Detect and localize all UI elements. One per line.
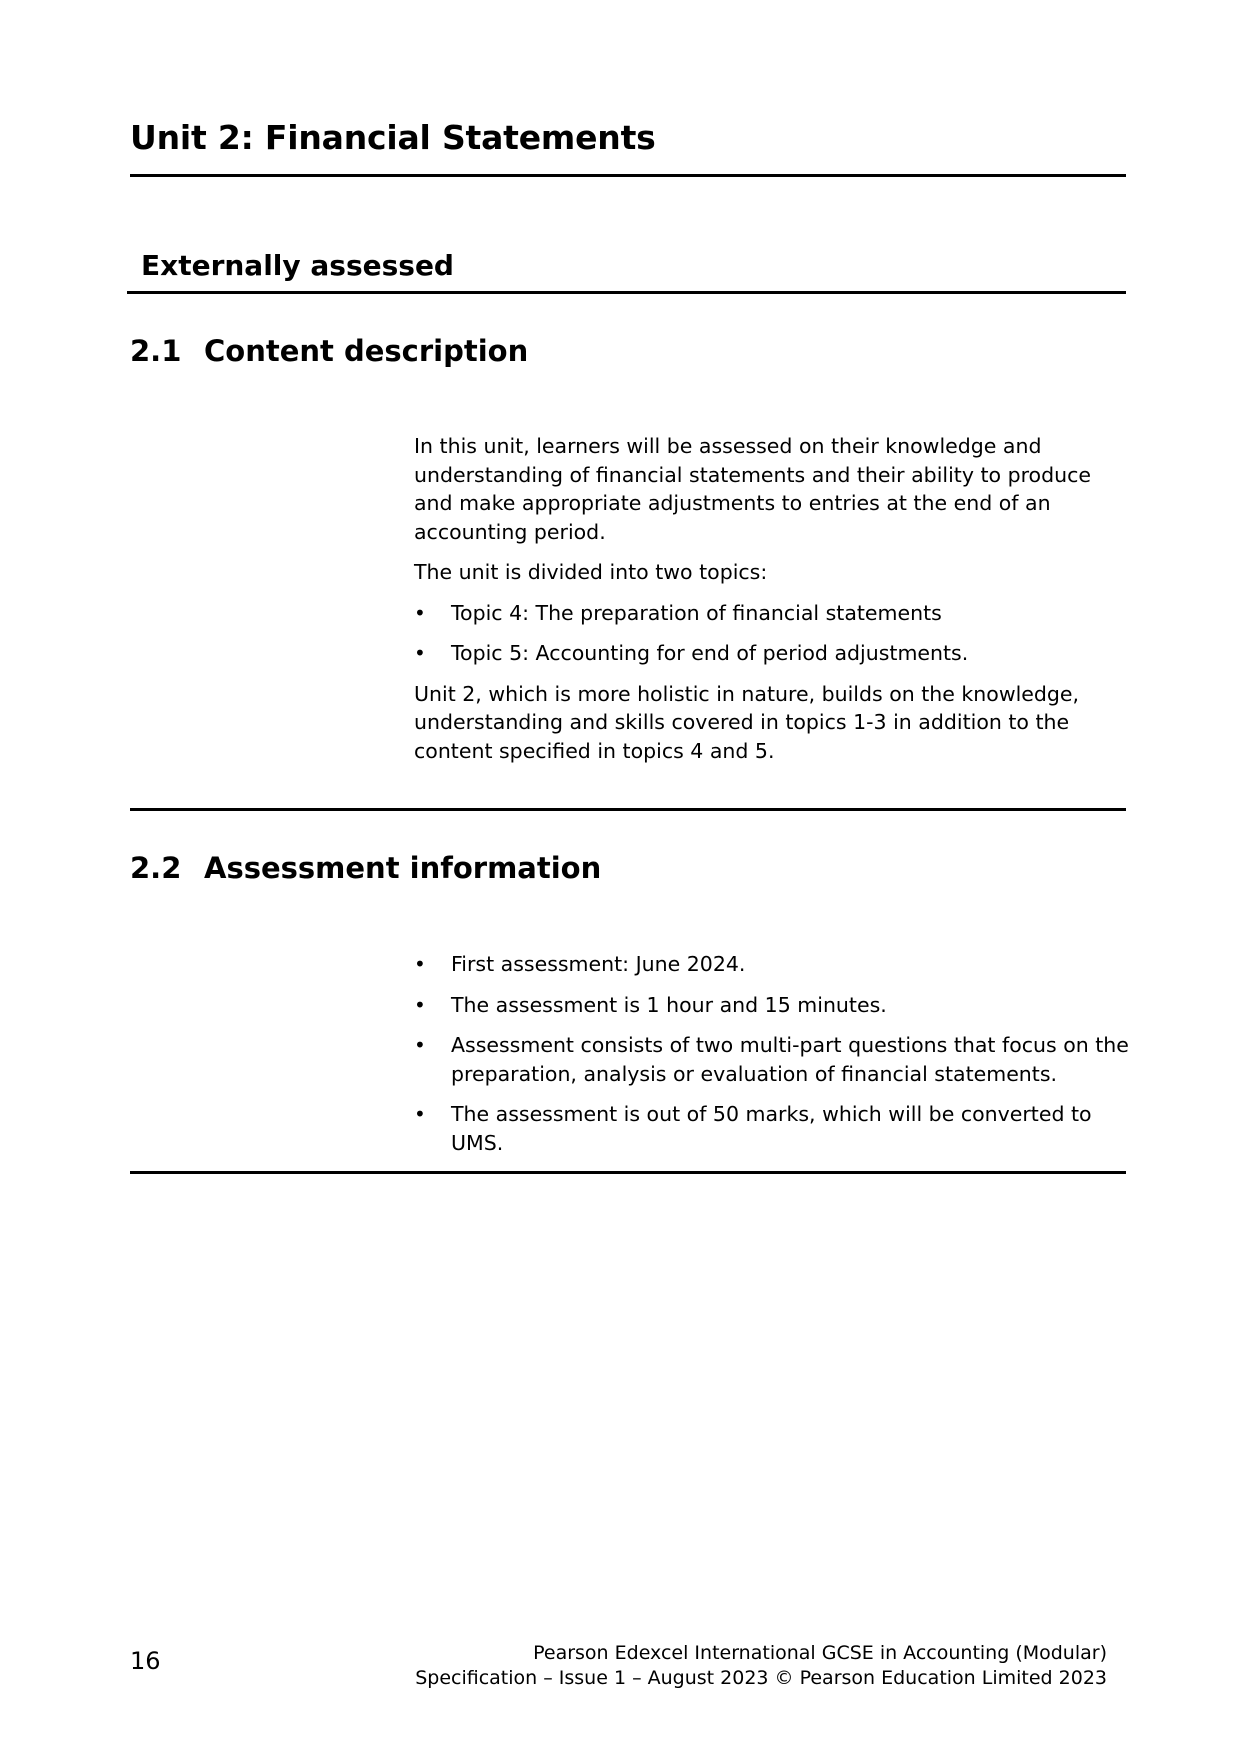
list-item-text: First assessment: June 2024. xyxy=(451,952,746,976)
closing-paragraph: Unit 2, which is more holistic in nature, builds on the knowledge, understanding and skills covered in topics 1-3 in addition to the content specified in topics 4 and 5. xyxy=(414,681,1080,763)
footer-line: Pearson Edexcel International GCSE in Accounting (Modular) xyxy=(533,1642,1107,1664)
list-item xyxy=(414,991,1130,1020)
bullet-icon: • xyxy=(414,1033,426,1057)
intro-paragraph: In this unit, learners will be assessed on their knowledge and understanding of financial statements and their ability to produce and make appropriate adjustments to entries at the end of an accounting period. xyxy=(414,434,1091,544)
section-heading-content xyxy=(0,334,1240,374)
list-item xyxy=(414,950,1130,979)
list-item-text: The assessment is out of 50 marks, which will be converted to UMS. xyxy=(451,1102,1092,1155)
section-title: Content description xyxy=(204,334,529,368)
list-item-text: Assessment consists of two multi-part questions that focus on the preparation, analysis or evaluation of financial statements. xyxy=(451,1033,1129,1086)
section-number: 2.2 xyxy=(130,851,182,885)
page-number: 16 xyxy=(130,1647,161,1675)
section-number: 2.1 xyxy=(130,334,182,368)
section-divider xyxy=(130,1171,1126,1174)
bullet-icon: • xyxy=(414,992,426,1017)
assessment-type-heading: Externally assessed xyxy=(141,249,454,282)
assessment-points-list xyxy=(414,950,1130,1157)
bullet-icon: • xyxy=(414,600,426,625)
footer-line: Specification – Issue 1 – August 2023 © Pearson Education Limited 2023 xyxy=(415,1667,1107,1689)
list-item xyxy=(414,1100,1130,1157)
list-item-text: Topic 4: The preparation of financial statements xyxy=(451,600,942,625)
list-item xyxy=(414,599,1130,628)
assessment-information-body xyxy=(414,950,1130,1169)
bullet-icon: • xyxy=(414,952,426,976)
bullet-icon: • xyxy=(414,641,426,665)
content-description-body xyxy=(414,432,1130,777)
list-item-text: The assessment is 1 hour and 15 minutes. xyxy=(451,992,887,1017)
section-heading-assessment xyxy=(0,851,1240,891)
footer-citation xyxy=(415,1641,1107,1691)
page-title: Unit 2: Financial Statements xyxy=(130,118,656,157)
section-title: Assessment information xyxy=(204,851,602,885)
bullet-icon: • xyxy=(414,1102,426,1126)
list-item xyxy=(414,1031,1130,1088)
list-item xyxy=(414,639,1130,668)
topics-lead-paragraph: The unit is divided into two topics: xyxy=(414,560,768,584)
list-item-text: Topic 5: Accounting for end of period adjustments. xyxy=(451,641,969,665)
section-divider xyxy=(130,808,1126,811)
topics-list xyxy=(414,599,1130,668)
assessment-type-divider xyxy=(127,291,1126,294)
title-divider xyxy=(130,174,1126,177)
